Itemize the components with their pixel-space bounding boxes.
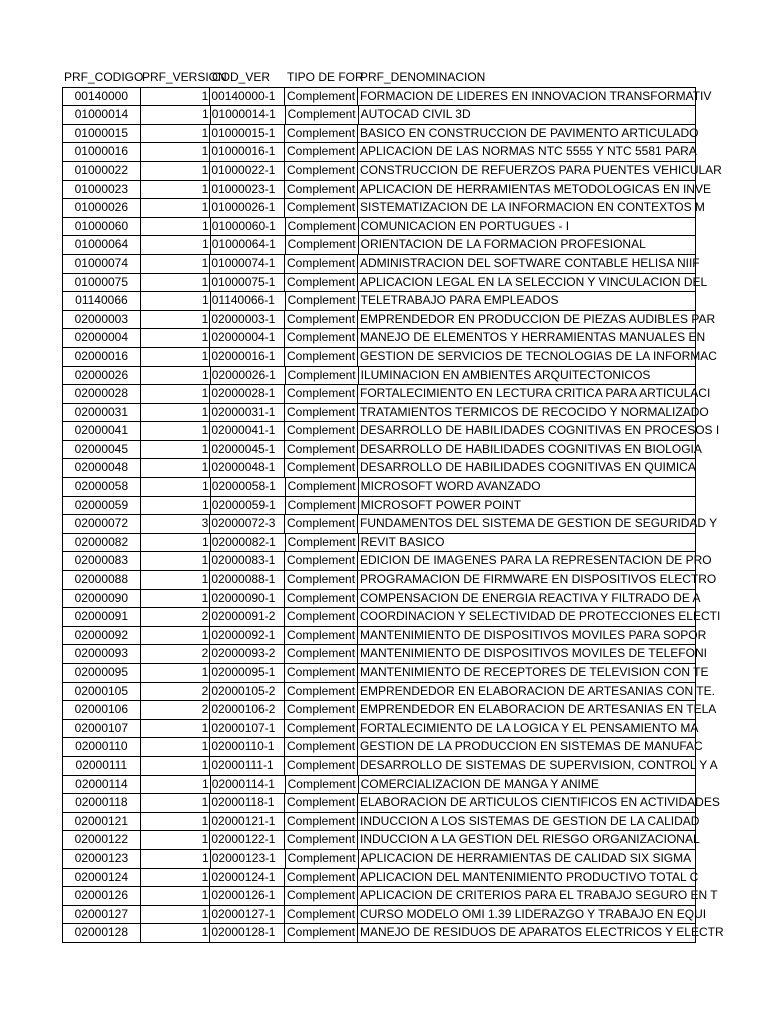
table-row: [63, 776, 696, 795]
cell-tipo-de-for[interactable]: Complement: [285, 199, 358, 218]
cell-prf-codigo[interactable]: 02000045: [63, 441, 141, 460]
cell-tipo-de-for[interactable]: Complement: [286, 534, 359, 553]
cell-prf-version[interactable]: 1: [141, 255, 211, 274]
cell-cod-ver[interactable]: 02000091-2: [210, 608, 285, 627]
table-row: [63, 199, 705, 218]
cell-prf-denominacion[interactable]: APLICACION DEL MANTENIMIENTO PRODUCTIVO TOTAL C: [358, 869, 696, 888]
header-prf-codigo[interactable]: PRF_CODIGO: [64, 70, 144, 84]
table-row: [63, 887, 718, 906]
cell-cod-ver[interactable]: 02000110-1: [210, 738, 285, 757]
cell-tipo-de-for[interactable]: Complement: [285, 348, 358, 367]
cell-prf-version[interactable]: 1: [141, 887, 211, 906]
cell-prf-denominacion[interactable]: COORDINACION Y SELECTIVIDAD DE PROTECCIONES ELECTI: [358, 608, 696, 627]
cell-tipo-de-for[interactable]: Complement: [286, 478, 359, 497]
cell-cod-ver[interactable]: 02000031-1: [210, 404, 285, 423]
cell-cod-ver[interactable]: 01000075-1: [210, 274, 285, 293]
cell-cod-ver[interactable]: 02000123-1: [211, 850, 286, 869]
cell-cod-ver[interactable]: 02000058-1: [211, 478, 286, 497]
cell-cod-ver[interactable]: 02000095-1: [210, 664, 285, 683]
cell-tipo-de-for[interactable]: Complement: [285, 738, 358, 757]
cell-prf-denominacion[interactable]: ELABORACION DE ARTICULOS CIENTIFICOS EN ACTIVIDADES: [358, 794, 696, 813]
cell-prf-denominacion[interactable]: ORIENTACION DE LA FORMACION PROFESIONAL: [359, 236, 696, 255]
header-row: [62, 68, 696, 87]
cell-prf-version[interactable]: 1: [141, 385, 211, 404]
cell-prf-codigo[interactable]: 01000064: [63, 236, 141, 255]
cell-cod-ver[interactable]: 02000093-2: [210, 645, 285, 664]
cell-prf-version[interactable]: 1: [141, 106, 211, 125]
cell-cod-ver[interactable]: 02000107-1: [210, 720, 285, 739]
cell-prf-codigo[interactable]: 02000091: [63, 608, 141, 627]
cell-tipo-de-for[interactable]: Complement: [286, 497, 359, 516]
table-row: [63, 181, 711, 200]
table-row: [63, 794, 720, 813]
cell-tipo-de-for[interactable]: Complement: [285, 924, 358, 943]
cell-prf-codigo[interactable]: 02000082: [63, 534, 141, 553]
cell-tipo-de-for[interactable]: Complement: [285, 813, 358, 832]
cell-tipo-de-for[interactable]: Complement: [285, 125, 358, 144]
cell-prf-denominacion[interactable]: FORTALECIMIENTO DE LA LOGICA Y EL PENSAMIENTO MA: [358, 720, 696, 739]
table-row: [63, 255, 700, 274]
cell-prf-codigo[interactable]: 02000031: [63, 404, 141, 423]
cell-cod-ver[interactable]: 02000059-1: [211, 497, 286, 516]
cell-prf-version[interactable]: 1: [141, 831, 211, 850]
cell-cod-ver[interactable]: 02000028-1: [210, 385, 285, 404]
cell-prf-denominacion[interactable]: INDUCCION A LA GESTION DEL RIESGO ORGANIZACIONAL: [358, 831, 696, 850]
cell-tipo-de-for[interactable]: Complement: [285, 664, 358, 683]
table-row: [63, 478, 696, 497]
cell-prf-denominacion[interactable]: COMUNICACION EN PORTUGUES - I: [359, 218, 696, 237]
cell-tipo-de-for[interactable]: Complement: [285, 459, 358, 478]
cell-cod-ver[interactable]: 02000128-1: [210, 924, 285, 943]
cell-prf-codigo[interactable]: 02000088: [63, 571, 141, 590]
cell-cod-ver[interactable]: 01000064-1: [211, 236, 286, 255]
cell-prf-denominacion[interactable]: BASICO EN CONSTRUCCION DE PAVIMENTO ARTICULADO: [358, 125, 696, 144]
cell-prf-codigo[interactable]: 01000022: [63, 162, 141, 181]
cell-cod-ver[interactable]: 02000106-2: [210, 701, 285, 720]
cell-prf-codigo[interactable]: 02000004: [63, 329, 141, 348]
cell-prf-version[interactable]: 1: [141, 292, 211, 311]
table-row: [63, 645, 707, 664]
table-row: [63, 683, 715, 702]
cell-cod-ver[interactable]: 01000026-1: [210, 199, 285, 218]
cell-prf-denominacion[interactable]: DESARROLLO DE HABILIDADES COGNITIVAS EN PROCESOS I: [358, 422, 696, 441]
cell-prf-codigo[interactable]: 02000121: [63, 813, 141, 832]
table-row: [63, 441, 702, 460]
cell-tipo-de-for[interactable]: Complement: [285, 552, 358, 571]
cell-cod-ver[interactable]: 02000048-1: [210, 459, 285, 478]
cell-tipo-de-for[interactable]: Complement: [285, 311, 358, 330]
cell-tipo-de-for[interactable]: Complement: [285, 385, 358, 404]
cell-tipo-de-for[interactable]: Complement: [285, 255, 358, 274]
cell-prf-version[interactable]: 1: [141, 534, 211, 553]
cell-prf-codigo[interactable]: 02000105: [63, 683, 141, 702]
cell-prf-codigo[interactable]: 02000003: [63, 311, 141, 330]
cell-prf-codigo[interactable]: 01000015: [63, 125, 141, 144]
cell-prf-version[interactable]: 1: [141, 664, 211, 683]
table-row: [63, 125, 699, 144]
cell-tipo-de-for[interactable]: Complement: [285, 88, 358, 107]
cell-tipo-de-for[interactable]: Complement: [285, 441, 358, 460]
cell-prf-codigo[interactable]: 02000114: [63, 776, 141, 795]
cell-prf-codigo[interactable]: 02000107: [63, 720, 141, 739]
cell-prf-denominacion[interactable]: MANTENIMIENTO DE DISPOSITIVOS MOVILES DE TELEFONI: [358, 645, 696, 664]
cell-cod-ver[interactable]: 00140000-1: [210, 88, 285, 107]
cell-cod-ver[interactable]: 02000088-1: [210, 571, 285, 590]
cell-cod-ver[interactable]: 01000074-1: [210, 255, 285, 274]
cell-prf-denominacion[interactable]: FORTALECIMIENTO EN LECTURA CRITICA PARA ARTICULACI: [358, 385, 696, 404]
table-row: [63, 348, 717, 367]
table-row: [63, 404, 709, 423]
cell-prf-version[interactable]: 1: [141, 125, 211, 144]
cell-prf-denominacion[interactable]: APLICACION DE LAS NORMAS NTC 5555 Y NTC 5581 PARA: [358, 143, 696, 162]
cell-prf-version[interactable]: 1: [141, 776, 211, 795]
cell-prf-denominacion[interactable]: MANTENIMIENTO DE DISPOSITIVOS MOVILES PARA SOPOR: [358, 627, 696, 646]
cell-prf-version[interactable]: 1: [141, 720, 211, 739]
cell-prf-codigo[interactable]: 01000075: [63, 274, 141, 293]
cell-prf-denominacion[interactable]: DESARROLLO DE SISTEMAS DE SUPERVISION, CONTROL Y A: [358, 757, 696, 776]
cell-prf-codigo[interactable]: 01000074: [63, 255, 141, 274]
cell-cod-ver[interactable]: 01000015-1: [210, 125, 285, 144]
cell-prf-denominacion[interactable]: INDUCCION A LOS SISTEMAS DE GESTION DE LA CALIDAD: [358, 813, 696, 832]
cell-prf-version[interactable]: 1: [141, 571, 211, 590]
cell-prf-codigo[interactable]: 02000092: [63, 627, 141, 646]
cell-cod-ver[interactable]: 02000045-1: [210, 441, 285, 460]
cell-prf-codigo[interactable]: 01000060: [63, 218, 141, 237]
cell-tipo-de-for[interactable]: Complement: [285, 162, 358, 181]
table-row: [63, 459, 696, 478]
cell-tipo-de-for[interactable]: Complement: [286, 850, 359, 869]
cell-cod-ver[interactable]: 02000003-1: [210, 311, 285, 330]
table-row: [63, 906, 707, 925]
table-row: [63, 738, 703, 757]
cell-prf-version[interactable]: 3: [141, 515, 211, 534]
cell-cod-ver[interactable]: 02000016-1: [210, 348, 285, 367]
cell-prf-denominacion[interactable]: GESTION DE LA PRODUCCION EN SISTEMAS DE MANUFAC: [358, 738, 696, 757]
cell-prf-denominacion[interactable]: MICROSOFT POWER POINT: [359, 497, 696, 516]
cell-prf-codigo[interactable]: 02000095: [63, 664, 141, 683]
cell-prf-version[interactable]: 1: [141, 441, 211, 460]
cell-prf-codigo[interactable]: 02000083: [63, 552, 141, 571]
cell-prf-version[interactable]: 1: [141, 218, 211, 237]
cell-tipo-de-for[interactable]: Complement: [285, 887, 358, 906]
cell-prf-codigo[interactable]: 02000048: [63, 459, 141, 478]
cell-prf-version[interactable]: 1: [141, 757, 211, 776]
cell-prf-version[interactable]: 2: [141, 701, 211, 720]
cell-cod-ver[interactable]: 02000121-1: [210, 813, 285, 832]
table-row: [63, 590, 701, 609]
cell-cod-ver[interactable]: 02000004-1: [210, 329, 285, 348]
cell-cod-ver[interactable]: 01140066-1: [211, 292, 286, 311]
table-row: [63, 701, 717, 720]
cell-tipo-de-for[interactable]: Complement: [285, 515, 358, 534]
cell-tipo-de-for[interactable]: Complement: [285, 869, 358, 888]
table-row: [63, 813, 700, 832]
cell-prf-version[interactable]: 1: [141, 274, 211, 293]
cell-tipo-de-for[interactable]: Complement: [286, 106, 359, 125]
table-row: [63, 608, 721, 627]
cell-prf-codigo[interactable]: 02000127: [63, 906, 141, 925]
cell-cod-ver[interactable]: 02000118-1: [210, 794, 285, 813]
table-row: [63, 236, 696, 255]
cell-prf-denominacion[interactable]: FORMACION DE LIDERES EN INNOVACION TRANSFORMATIV: [358, 88, 696, 107]
table-row: [63, 831, 700, 850]
header-cod-ver[interactable]: COD_VER: [212, 70, 271, 84]
cell-prf-version[interactable]: 1: [141, 181, 211, 200]
cell-prf-denominacion[interactable]: EDICION DE IMAGENES PARA LA REPRESENTACION DE PRO: [358, 552, 696, 571]
cell-cod-ver[interactable]: 02000114-1: [211, 776, 286, 795]
cell-prf-denominacion[interactable]: GESTION DE SERVICIOS DE TECNOLOGIAS DE LA INFORMAC: [358, 348, 696, 367]
table-row: [63, 274, 708, 293]
cell-prf-version[interactable]: 1: [141, 143, 211, 162]
cell-prf-denominacion[interactable]: APLICACION LEGAL EN LA SELECCION Y VINCULACION DEL: [358, 274, 696, 293]
cell-prf-denominacion[interactable]: EMPRENDEDOR EN PRODUCCION DE PIEZAS AUDIBLES PAR: [358, 311, 696, 330]
header-tipo-de-for[interactable]: TIPO DE FOR: [287, 70, 364, 84]
cell-prf-version[interactable]: 1: [141, 329, 211, 348]
cell-prf-version[interactable]: 1: [141, 459, 211, 478]
table-row: [63, 367, 696, 386]
table-row: [63, 88, 712, 107]
cell-prf-codigo[interactable]: 02000058: [63, 478, 141, 497]
cell-cod-ver[interactable]: 01000022-1: [210, 162, 285, 181]
cell-prf-version[interactable]: 1: [141, 813, 211, 832]
cell-tipo-de-for[interactable]: Complement: [285, 683, 358, 702]
cell-tipo-de-for[interactable]: Complement: [285, 590, 358, 609]
table-row: [63, 311, 716, 330]
cell-tipo-de-for[interactable]: Complement: [285, 757, 358, 776]
cell-tipo-de-for[interactable]: Complement: [285, 608, 358, 627]
cell-cod-ver[interactable]: 02000083-1: [210, 552, 285, 571]
cell-prf-denominacion[interactable]: DESARROLLO DE HABILIDADES COGNITIVAS EN BIOLOGIA: [358, 441, 696, 460]
cell-prf-denominacion[interactable]: MICROSOFT WORD AVANZADO: [359, 478, 696, 497]
cell-cod-ver[interactable]: 02000090-1: [210, 590, 285, 609]
cell-prf-codigo[interactable]: 01000014: [63, 106, 141, 125]
cell-prf-codigo[interactable]: 02000106: [63, 701, 141, 720]
cell-prf-codigo[interactable]: 02000126: [63, 887, 141, 906]
table-row: [63, 534, 696, 553]
cell-tipo-de-for[interactable]: Complement: [285, 422, 358, 441]
cell-prf-codigo[interactable]: 02000026: [63, 367, 141, 386]
cell-prf-denominacion[interactable]: TRATAMIENTOS TERMICOS DE RECOCIDO Y NORMALIZADO: [358, 404, 696, 423]
table-row: [63, 106, 696, 125]
cell-prf-codigo[interactable]: 01000026: [63, 199, 141, 218]
cell-prf-denominacion[interactable]: ILUMINACION EN AMBIENTES ARQUITECTONICOS: [359, 367, 696, 386]
cell-prf-denominacion[interactable]: REVIT BASICO: [359, 534, 696, 553]
cell-prf-codigo[interactable]: 02000072: [63, 515, 141, 534]
cell-cod-ver[interactable]: 02000026-1: [211, 367, 286, 386]
cell-prf-denominacion[interactable]: SISTEMATIZACION DE LA INFORMACION EN CONTEXTOS M: [358, 199, 696, 218]
cell-prf-denominacion[interactable]: COMPENSACION DE ENERGIA REACTIVA Y FILTRADO DE A: [358, 590, 696, 609]
cell-prf-codigo[interactable]: 02000118: [63, 794, 141, 813]
cell-cod-ver[interactable]: 02000092-1: [210, 627, 285, 646]
table-row: [63, 218, 696, 237]
cell-prf-codigo[interactable]: 02000111: [63, 757, 141, 776]
cell-prf-denominacion[interactable]: COMERCIALIZACION DE MANGA Y ANIME: [359, 776, 696, 795]
cell-prf-denominacion[interactable]: APLICACION DE HERRAMIENTAS METODOLOGICAS EN INVE: [358, 181, 696, 200]
cell-prf-version[interactable]: 1: [141, 738, 211, 757]
cell-prf-codigo[interactable]: 02000090: [63, 590, 141, 609]
cell-prf-codigo[interactable]: 02000122: [63, 831, 141, 850]
cell-prf-denominacion[interactable]: APLICACION DE HERRAMIENTAS DE CALIDAD SIX SIGMA: [359, 850, 696, 869]
cell-prf-version[interactable]: 1: [141, 850, 211, 869]
cell-prf-version[interactable]: 2: [141, 608, 211, 627]
cell-prf-denominacion[interactable]: MANEJO DE RESIDUOS DE APARATOS ELECTRICOS Y ELECTR: [358, 924, 696, 943]
spreadsheet-table: [62, 68, 724, 943]
cell-cod-ver[interactable]: 02000041-1: [210, 422, 285, 441]
cell-prf-version[interactable]: 1: [141, 794, 211, 813]
cell-prf-version[interactable]: 1: [141, 236, 211, 255]
table-row: [63, 571, 717, 590]
cell-prf-version[interactable]: 1: [141, 552, 211, 571]
cell-prf-denominacion[interactable]: MANTENIMIENTO DE RECEPTORES DE TELEVISION CON TE: [358, 664, 696, 683]
table-row: [63, 162, 722, 181]
table-row: [63, 757, 718, 776]
header-prf-version[interactable]: PRF_VERSION: [142, 70, 227, 84]
cell-cod-ver[interactable]: 02000111-1: [210, 757, 285, 776]
cell-prf-codigo[interactable]: 02000110: [63, 738, 141, 757]
cell-prf-version[interactable]: 1: [141, 906, 211, 925]
cell-prf-version[interactable]: 1: [141, 367, 211, 386]
table-row: [63, 720, 699, 739]
cell-tipo-de-for[interactable]: Complement: [285, 906, 358, 925]
cell-tipo-de-for[interactable]: Complement: [285, 274, 358, 293]
table-row: [63, 924, 724, 943]
cell-tipo-de-for[interactable]: Complement: [285, 720, 358, 739]
cell-cod-ver[interactable]: 02000127-1: [210, 906, 285, 925]
cell-cod-ver[interactable]: 02000072-3: [210, 515, 285, 534]
cell-prf-version[interactable]: 1: [141, 404, 211, 423]
table-row: [63, 497, 696, 516]
cell-prf-codigo[interactable]: 02000028: [63, 385, 141, 404]
cell-prf-codigo[interactable]: 02000059: [63, 497, 141, 516]
cell-prf-denominacion[interactable]: EMPRENDEDOR EN ELABORACION DE ARTESANIAS EN TELA: [358, 701, 696, 720]
cell-prf-denominacion[interactable]: DESARROLLO DE HABILIDADES COGNITIVAS EN QUIMICA: [358, 459, 696, 478]
cell-prf-version[interactable]: 1: [141, 199, 211, 218]
table-row: [63, 292, 696, 311]
cell-cod-ver[interactable]: 01000016-1: [210, 143, 285, 162]
cell-tipo-de-for[interactable]: Complement: [285, 645, 358, 664]
cell-tipo-de-for[interactable]: Complement: [286, 236, 359, 255]
cell-prf-version[interactable]: 1: [141, 162, 211, 181]
cell-prf-version[interactable]: 2: [141, 645, 211, 664]
table-row: [63, 869, 699, 888]
cell-prf-codigo[interactable]: 02000093: [63, 645, 141, 664]
cell-prf-version[interactable]: 1: [141, 627, 211, 646]
cell-cod-ver[interactable]: 02000126-1: [210, 887, 285, 906]
cell-prf-denominacion[interactable]: CURSO MODELO OMI 1.39 LIDERAZGO Y TRABAJO EN EQUI: [358, 906, 696, 925]
cell-prf-codigo[interactable]: 02000041: [63, 422, 141, 441]
table-row: [63, 143, 696, 162]
cell-tipo-de-for[interactable]: Complement: [285, 404, 358, 423]
cell-prf-version[interactable]: 1: [141, 478, 211, 497]
cell-prf-version[interactable]: 2: [141, 683, 211, 702]
cell-prf-codigo[interactable]: 01000016: [63, 143, 141, 162]
cell-tipo-de-for[interactable]: Complement: [285, 627, 358, 646]
cell-prf-version[interactable]: 1: [141, 590, 211, 609]
cell-tipo-de-for[interactable]: Complement: [285, 143, 358, 162]
cell-prf-denominacion[interactable]: AUTOCAD CIVIL 3D: [359, 106, 696, 125]
cell-prf-version[interactable]: 1: [141, 88, 211, 107]
cell-prf-version[interactable]: 1: [141, 869, 211, 888]
header-prf-denominacion[interactable]: PRF_DENOMINACION: [360, 70, 486, 84]
cell-prf-denominacion[interactable]: PROGRAMACION DE FIRMWARE EN DISPOSITIVOS ELECTRO: [358, 571, 696, 590]
cell-prf-denominacion[interactable]: CONSTRUCCION DE REFUERZOS PARA PUENTES VEHICULAR: [358, 162, 696, 181]
table-row: [63, 515, 718, 534]
cell-tipo-de-for[interactable]: Complement: [285, 794, 358, 813]
cell-tipo-de-for[interactable]: Complement: [285, 181, 358, 200]
cell-tipo-de-for[interactable]: Complement: [285, 329, 358, 348]
cell-prf-denominacion[interactable]: MANEJO DE ELEMENTOS Y HERRAMIENTAS MANUALES EN: [358, 329, 696, 348]
cell-cod-ver[interactable]: 02000105-2: [210, 683, 285, 702]
cell-prf-codigo[interactable]: 02000124: [63, 869, 141, 888]
cell-prf-version[interactable]: 1: [141, 924, 211, 943]
table-row: [63, 664, 709, 683]
cell-prf-codigo[interactable]: 01140066: [63, 292, 141, 311]
cell-prf-denominacion[interactable]: APLICACION DE CRITERIOS PARA EL TRABAJO SEGURO EN T: [358, 887, 696, 906]
cell-cod-ver[interactable]: 01000014-1: [211, 106, 286, 125]
cell-tipo-de-for[interactable]: Complement: [286, 292, 359, 311]
table-row: [63, 627, 707, 646]
cell-tipo-de-for[interactable]: Complement: [285, 831, 358, 850]
cell-prf-denominacion[interactable]: TELETRABAJO PARA EMPLEADOS: [359, 292, 696, 311]
cell-tipo-de-for[interactable]: Complement: [285, 701, 358, 720]
cell-prf-denominacion[interactable]: EMPRENDEDOR EN ELABORACION DE ARTESANIAS CON TE.: [358, 683, 696, 702]
cell-prf-codigo[interactable]: 01000023: [63, 181, 141, 200]
cell-prf-version[interactable]: 1: [141, 348, 211, 367]
cell-prf-codigo[interactable]: 00140000: [63, 88, 141, 107]
cell-cod-ver[interactable]: 02000124-1: [210, 869, 285, 888]
cell-prf-version[interactable]: 1: [141, 311, 211, 330]
cell-cod-ver[interactable]: 02000082-1: [211, 534, 286, 553]
table-row: [63, 385, 711, 404]
cell-prf-codigo[interactable]: 02000123: [63, 850, 141, 869]
cell-tipo-de-for[interactable]: Complement: [286, 776, 359, 795]
table-row: [63, 850, 696, 869]
cell-cod-ver[interactable]: 01000060-1: [211, 218, 286, 237]
cell-cod-ver[interactable]: 01000023-1: [210, 181, 285, 200]
cell-prf-denominacion[interactable]: ADMINISTRACION DEL SOFTWARE CONTABLE HELISA NIIF: [358, 255, 696, 274]
table-row: [63, 329, 706, 348]
cell-prf-denominacion[interactable]: FUNDAMENTOS DEL SISTEMA DE GESTION DE SEGURIDAD Y: [358, 515, 696, 534]
cell-prf-codigo[interactable]: 02000128: [63, 924, 141, 943]
table-row: [63, 552, 712, 571]
cell-tipo-de-for[interactable]: Complement: [285, 571, 358, 590]
table-row: [63, 422, 720, 441]
cell-tipo-de-for[interactable]: Complement: [286, 218, 359, 237]
cell-tipo-de-for[interactable]: Complement: [286, 367, 359, 386]
cell-prf-version[interactable]: 1: [141, 422, 211, 441]
cell-prf-version[interactable]: 1: [141, 497, 211, 516]
cell-cod-ver[interactable]: 02000122-1: [210, 831, 285, 850]
table-body: [62, 87, 724, 943]
cell-prf-codigo[interactable]: 02000016: [63, 348, 141, 367]
